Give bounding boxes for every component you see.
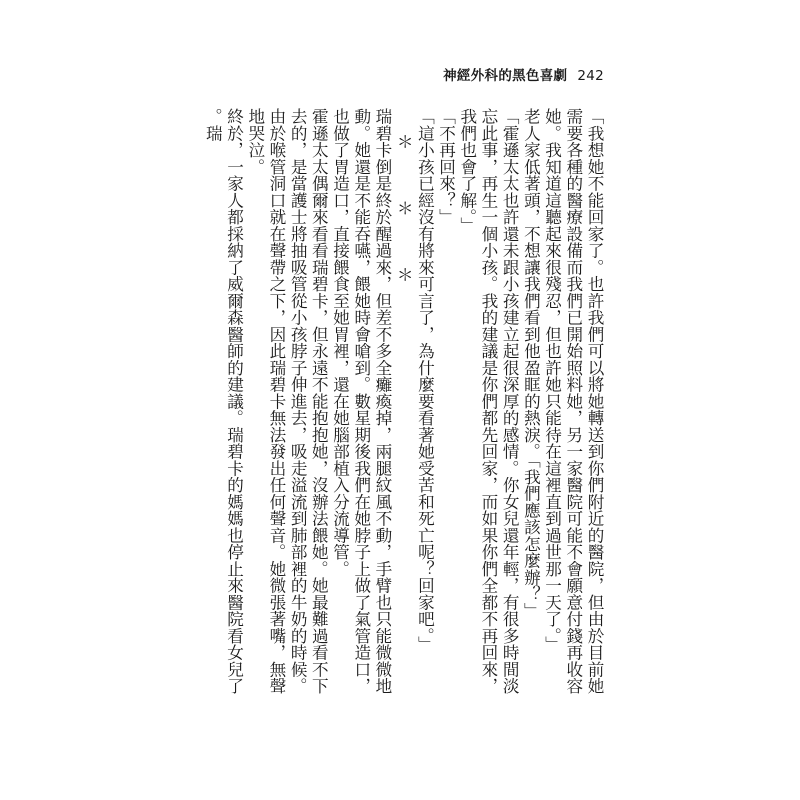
book-title: 神經外科的黑色喜劇 [443,68,568,84]
paragraph-6: 瑞碧卡倒是終於醒過來，但差不多全癱瘓掉，兩腿紋風不動，手臂也只能微微地動。她還是不能吞嚥，餵她時會嗆到。數星期後我們在她脖子上做了氣管造口，也做了胃造口，直接餵食至她胃裡，還在她腦部植入分流導管。 [330,108,392,695]
page-header [443,64,604,84]
section-separator: ＊ ＊ ＊ [394,132,414,299]
paragraph-8: 終於，一家人都採納了威爾森醫師的建議。瑞碧卡的媽媽也停止來醫院看女兒了。瑞 [203,108,244,695]
paragraph-3: 「霍遜太太也許還未跟小孩建立起很深厚的感情。你女兒還年輕，有很多時間淡忘此事，再生一個小孩。我的建議是你們都先回家，而如果你們全都不再回來，我們也會了解。」 [457,108,520,695]
page-body [203,108,605,708]
paragraph-2: 老人家低著頭，不想讓我們看到他盈眶的熱淚。「我們應該怎麼辦？」 [521,108,541,619]
paragraph-5: 「這小孩已經沒有將來可言了，為什麼要看著她受苦和死亡呢？回家吧。」 [415,108,435,653]
page-number: 242 [577,68,604,84]
paragraph-7: 霍遜太太偶爾來看看瑞碧卡，但永遠不能抱抱她，沒辦法餵她。她最難過看不下去的，是當護士將抽吸管從小孩脖子伸進去，吸走溢流到肺部裡的牛奶的時候。由於喉管洞口就在聲帶之下，因此瑞碧卡無法發出任何聲音。她微張著嘴，無聲地哭泣。 [245,108,329,695]
paragraph-1: 「我想她不能回家了。也許我們可以將她轉送到你們附近的醫院，但由於目前她需要各種的醫療設備而我們已開始照料她，另一家醫院可能不會願意付錢再收容她。我知道這聽起來很殘忍，但也許她只能待在這裡直到過世那一天了。」 [542,108,604,695]
paragraph-4: 「不再回來？」 [436,108,456,226]
